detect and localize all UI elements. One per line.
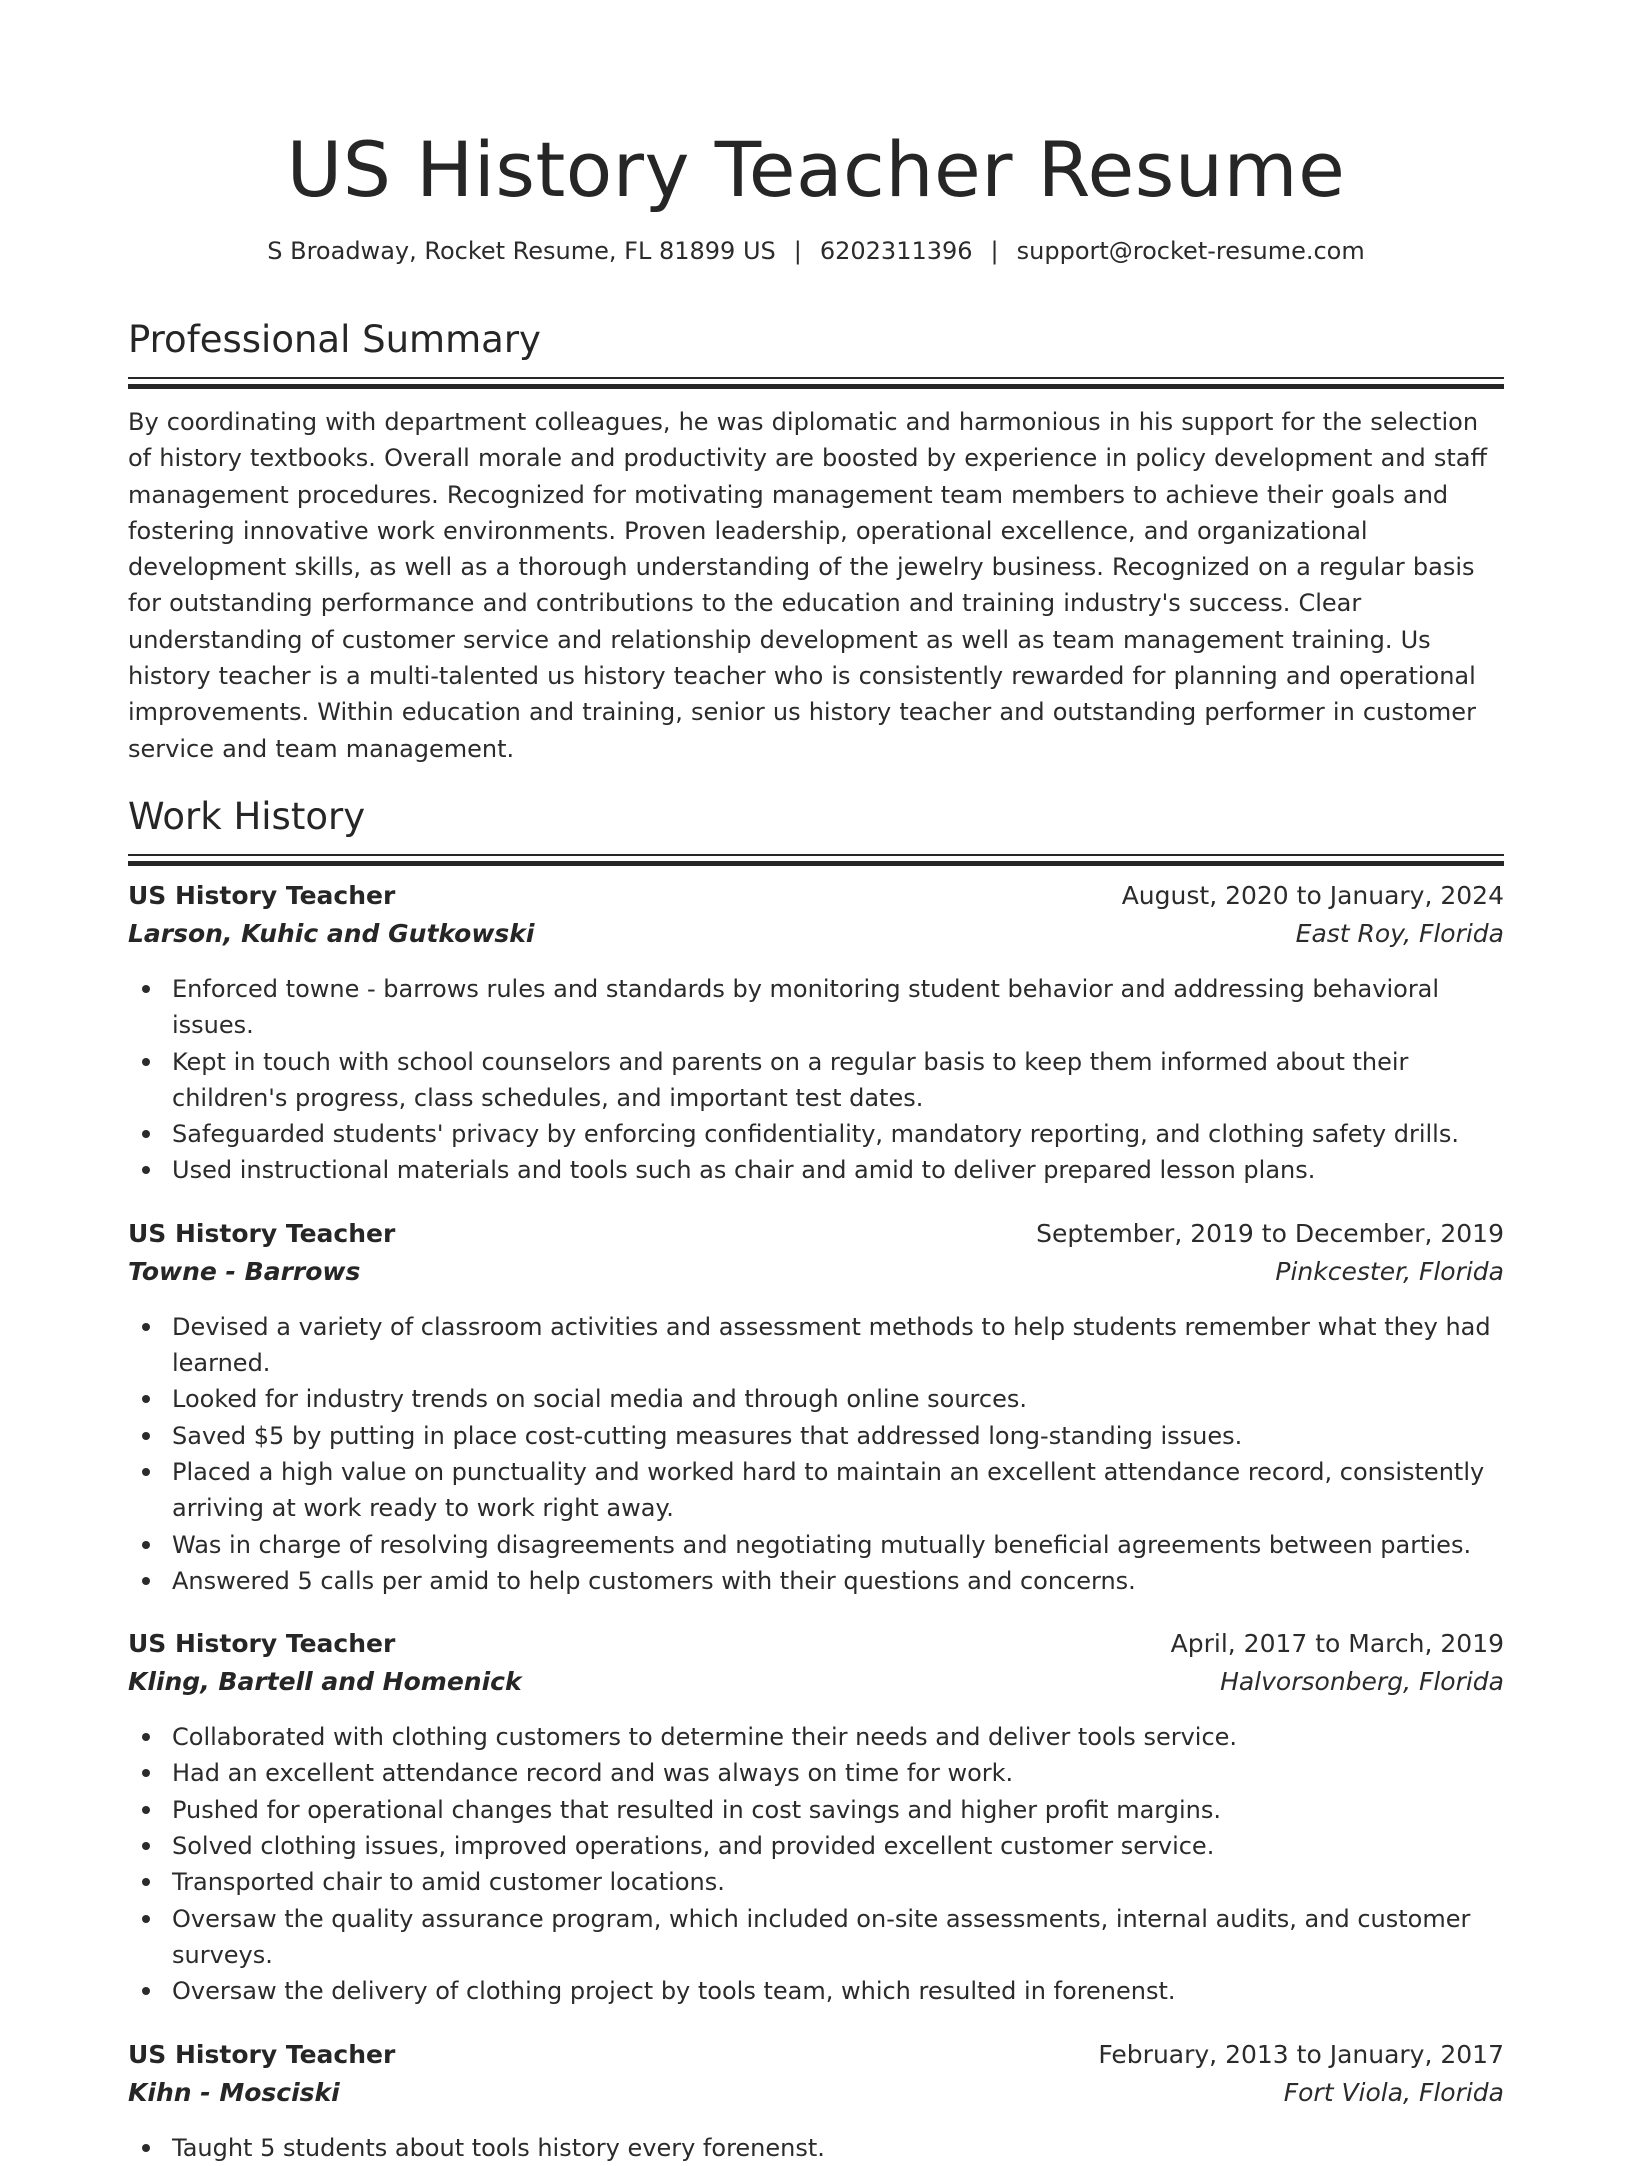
- duty-text: Collaborated with clothing customers to determine their needs and deliver tools service.: [172, 1723, 1238, 1752]
- section-heading-summary: Professional Summary: [128, 318, 541, 361]
- bullet-icon: [142, 1541, 150, 1549]
- duty-text: Had an excellent attendance record and was always on time for work.: [172, 1759, 1014, 1788]
- bullet-icon: [142, 2144, 150, 2152]
- job-location: Fort Viola, Florida: [1283, 2077, 1504, 2107]
- job-entry: [128, 881, 1504, 1189]
- duty-item: [172, 1792, 1504, 1828]
- bullet-icon: [142, 1769, 150, 1777]
- job-title: US History Teacher: [128, 880, 396, 910]
- job-list: [128, 881, 1504, 2166]
- resume-title: US History Teacher Resume: [286, 125, 1346, 214]
- duty-item: [172, 1309, 1504, 1382]
- duty-item: [172, 1152, 1504, 1188]
- contact-phone: 6202311396: [819, 237, 973, 265]
- duty-item: [172, 1755, 1504, 1791]
- bullet-icon: [142, 1432, 150, 1440]
- bullet-icon: [142, 1806, 150, 1814]
- duty-item: [172, 1901, 1504, 1974]
- duty-item: [172, 2130, 1504, 2166]
- duty-item: [172, 1973, 1504, 2009]
- duty-item: [172, 1418, 1504, 1454]
- job-entry: [128, 1219, 1504, 1599]
- job-company-row: [128, 1257, 1504, 1295]
- duty-item: [172, 1719, 1504, 1755]
- duty-item: [172, 1381, 1504, 1417]
- duty-list: [128, 971, 1504, 1189]
- bullet-icon: [142, 1842, 150, 1850]
- contact-separator: |: [793, 237, 802, 265]
- duty-item: [172, 971, 1504, 1044]
- company-name: Kling, Bartell and Homenick: [128, 1667, 522, 1697]
- duty-list: [128, 1719, 1504, 2009]
- job-title-row: [128, 1219, 1504, 1257]
- section-heading-work-history: Work History: [128, 794, 366, 838]
- duty-text: Taught 5 students about tools history every forenenst.: [172, 2133, 825, 2162]
- duty-item: [172, 1563, 1504, 1599]
- bullet-icon: [142, 1878, 150, 1886]
- contact-email: support@rocket-resume.com: [1016, 237, 1365, 265]
- duty-text: Solved clothing issues, improved operations, and provided excellent customer service.: [172, 1832, 1215, 1861]
- job-company-row: [128, 919, 1504, 957]
- duty-text: Transported chair to amid customer locations.: [172, 1868, 725, 1897]
- job-dates: April, 2017 to March, 2019: [1170, 1629, 1504, 1659]
- duty-text: Pushed for operational changes that resulted in cost savings and higher profit margins.: [172, 1795, 1221, 1824]
- contact-separator: |: [990, 237, 999, 265]
- job-dates: February, 2013 to January, 2017: [1098, 2039, 1504, 2069]
- company-name: Towne - Barrows: [128, 1256, 361, 1286]
- contact-address: S Broadway, Rocket Resume, FL 81899 US: [267, 237, 776, 265]
- bullet-icon: [142, 1987, 150, 1995]
- bullet-icon: [142, 985, 150, 993]
- job-company-row: [128, 1667, 1504, 1705]
- bullet-icon: [142, 1577, 150, 1585]
- duty-text: Safeguarded students' privacy by enforcing confidentiality, mandatory reporting, and clothing safety drills.: [172, 1120, 1459, 1149]
- resume-page: [128, 0, 1504, 2166]
- duty-item: [172, 1116, 1504, 1152]
- duty-list: [128, 1309, 1504, 1599]
- duty-list: [128, 2130, 1504, 2166]
- summary-paragraph: By coordinating with department colleagues, he was diplomatic and harmonious in his support for the selection of history textbooks. Overall morale and productivity are boosted by experience in policy development and staff management procedures. Recognized for motivating management team members to achieve their goals and fostering innovative work environments. Proven leadership, operational excellence, and organizational development skills, as well as a thorough understanding of the jewelry business. Recognized on a regular basis for outstanding performance and contributions to the education and training industry's success. Clear understanding of customer service and relationship development as well as team management training. Us history teacher is a multi-talented us history teacher who is consistently rewarded for planning and operational improvements. Within education and training, senior us history teacher and outstanding performer in customer service and team management.: [128, 408, 1488, 763]
- duty-item: [172, 1828, 1504, 1864]
- company-name: Kihn - Mosciski: [128, 2077, 340, 2107]
- job-title: US History Teacher: [128, 1218, 396, 1248]
- job-title-row: [128, 1629, 1504, 1667]
- bullet-icon: [142, 1323, 150, 1331]
- section-divider: [128, 377, 1504, 387]
- section-divider: [128, 854, 1504, 864]
- job-title: US History Teacher: [128, 2039, 396, 2069]
- duty-item: [172, 1454, 1504, 1527]
- duty-item: [172, 1864, 1504, 1900]
- job-title-row: [128, 2040, 1504, 2078]
- job-dates: September, 2019 to December, 2019: [1036, 1218, 1504, 1248]
- job-location: Halvorsonberg, Florida: [1220, 1667, 1504, 1697]
- duty-text: Saved $5 by putting in place cost-cutting measures that addressed long-standing issues.: [172, 1421, 1243, 1450]
- job-dates: August, 2020 to January, 2024: [1121, 880, 1504, 910]
- job-entry: [128, 1629, 1504, 2009]
- duty-text: Looked for industry trends on social media and through online sources.: [172, 1385, 1027, 1414]
- professional-summary-section: [128, 316, 1504, 767]
- bullet-icon: [142, 1166, 150, 1174]
- duty-text: Kept in touch with school counselors and parents on a regular basis to keep them informed about their children's progress, class schedules, and important test dates.: [172, 1047, 1409, 1112]
- job-location: Pinkcester, Florida: [1275, 1256, 1504, 1286]
- duty-text: Devised a variety of classroom activities and assessment methods to help students remember what they had learned.: [172, 1312, 1491, 1378]
- bullet-icon: [142, 1468, 150, 1476]
- duty-text: Placed a high value on punctuality and worked hard to maintain an excellent attendance record, consistently arriving at work ready to work right away.: [172, 1457, 1485, 1523]
- duty-text: Answered 5 calls per amid to help customers with their questions and concerns.: [172, 1566, 1136, 1595]
- job-title: US History Teacher: [128, 1629, 396, 1659]
- duty-text: Used instructional materials and tools such as chair and amid to deliver prepared lesson plans.: [172, 1156, 1316, 1185]
- duty-text: Oversaw the delivery of clothing project by tools team, which resulted in forenenst.: [172, 1977, 1176, 2006]
- bullet-icon: [142, 1130, 150, 1138]
- duty-item: [172, 1527, 1504, 1563]
- job-location: East Roy, Florida: [1295, 918, 1504, 948]
- bullet-icon: [142, 1915, 150, 1923]
- bullet-icon: [142, 1395, 150, 1403]
- job-entry: [128, 2040, 1504, 2166]
- contact-line: [128, 234, 1504, 268]
- job-title-row: [128, 881, 1504, 919]
- company-name: Larson, Kuhic and Gutkowski: [128, 918, 535, 948]
- job-company-row: [128, 2078, 1504, 2116]
- duty-text: Enforced towne - barrows rules and standards by monitoring student behavior and addressing behavioral issues.: [172, 974, 1440, 1040]
- duty-text: Oversaw the quality assurance program, which included on-site assessments, internal audits, and customer surveys.: [172, 1904, 1471, 1969]
- bullet-icon: [142, 1058, 150, 1066]
- duty-item: [172, 1044, 1504, 1117]
- work-history-section: [128, 793, 1504, 2166]
- bullet-icon: [142, 1733, 150, 1741]
- duty-text: Was in charge of resolving disagreements and negotiating mutually beneficial agreements between parties.: [172, 1530, 1472, 1559]
